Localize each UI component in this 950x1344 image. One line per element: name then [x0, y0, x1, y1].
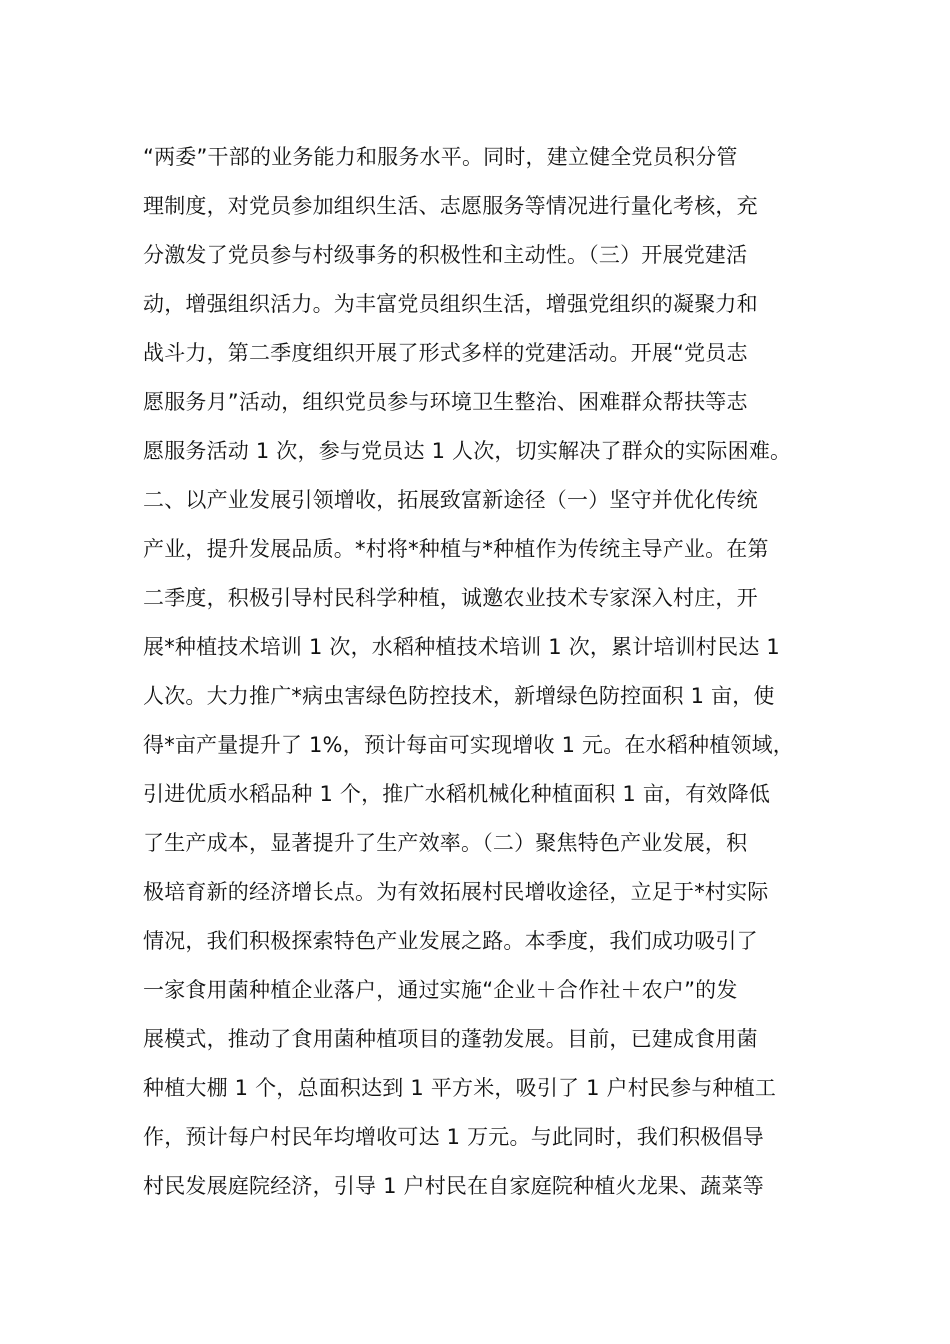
body-text — [143, 133, 843, 1211]
text-line: 极培育新的经济增长点。为有效拓展村民增收途径，立足于*村实际 — [143, 880, 769, 904]
text-line: 理制度，对党员参加组织生活、志愿服务等情况进行量化考核，充 — [143, 194, 758, 218]
text-line: “两委”干部的业务能力和服务水平。同时，建立健全党员积分管 — [143, 145, 738, 169]
text-line: 得*亩产量提升了 1%，预计每亩可实现增收 1 元。在水稻种植领域， — [143, 733, 794, 757]
text-line: 二、以产业发展引领增收，拓展致富新途径（一）坚守并优化传统 — [143, 488, 758, 512]
text-line: 种植大棚 1 个，总面积达到 1 平方米，吸引了 1 户村民参与种植工 — [143, 1076, 777, 1100]
text-line: 一家食用菌种植企业落户，通过实施“企业＋合作社＋农户”的发 — [143, 978, 738, 1002]
text-line: 分激发了党员参与村级事务的积极性和主动性。（三）开展党建活 — [143, 243, 748, 267]
text-line: 产业，提升发展品质。*村将*种植与*种植作为传统主导产业。在第 — [143, 537, 769, 561]
text-line: 了生产成本，显著提升了生产效率。（二）聚焦特色产业发展，积 — [143, 831, 748, 855]
text-line: 引进优质水稻品种 1 个，推广水稻机械化种植面积 1 亩，有效降低 — [143, 782, 771, 806]
text-line: 愿服务月”活动，组织党员参与环境卫生整治、困难群众帮扶等志 — [143, 390, 748, 414]
text-line: 作，预计每户村民年均增收可达 1 万元。与此同时，我们积极倡导 — [143, 1125, 764, 1149]
text-line: 动，增强组织活力。为丰富党员组织生活，增强党组织的凝聚力和 — [143, 292, 758, 316]
text-line: 战斗力，第二季度组织开展了形式多样的党建活动。开展“党员志 — [143, 341, 748, 365]
text-line: 情况，我们积极探索特色产业发展之路。本季度，我们成功吸引了 — [143, 929, 758, 953]
text-line: 村民发展庭院经济，引导 1 户村民在自家庭院种植火龙果、蔬菜等 — [143, 1174, 764, 1198]
text-line: 展模式，推动了食用菌种植项目的蓬勃发展。目前，已建成食用菌 — [143, 1027, 758, 1051]
text-line: 愿服务活动 1 次，参与党员达 1 人次，切实解决了群众的实际困难。 — [143, 439, 792, 463]
text-line: 展*种植技术培训 1 次，水稻种植技术培训 1 次，累计培训村民达 1 — [143, 635, 780, 659]
text-line: 二季度，积极引导村民科学种植，诚邀农业技术专家深入村庄，开 — [143, 586, 758, 610]
text-line: 人次。大力推广*病虫害绿色防控技术，新增绿色防控面积 1 亩，使 — [143, 684, 775, 708]
